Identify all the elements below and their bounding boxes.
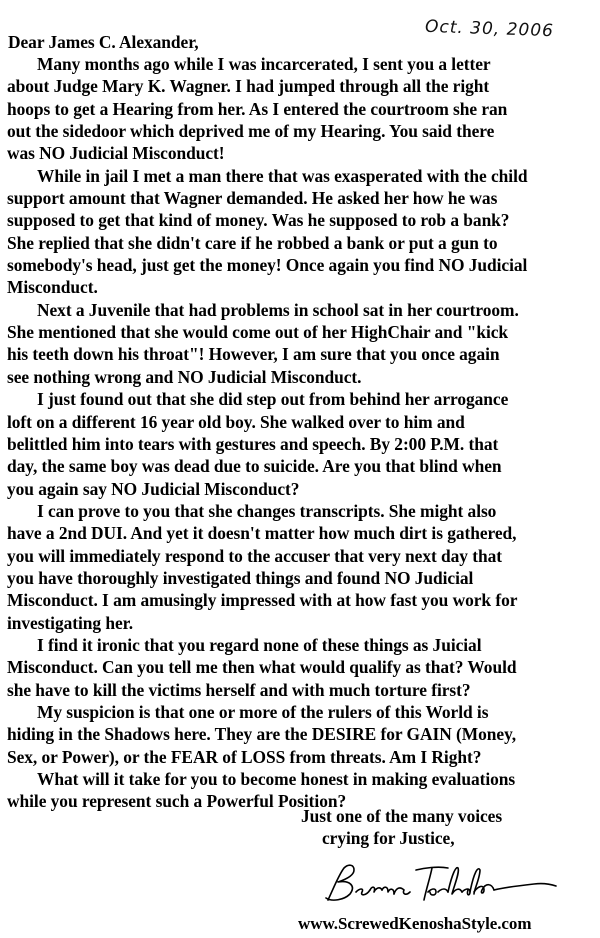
- text-line: supposed to get that kind of money. Was he supposed to rob a bank?: [7, 210, 510, 231]
- text-line: you will immediately respond to the accuser that very next day that: [7, 545, 502, 566]
- text-line: investigating her.: [7, 612, 133, 633]
- paragraph-5: [7, 500, 599, 634]
- text-line: you have thoroughly investigated things and found NO Judicial: [7, 567, 474, 588]
- text-line: She mentioned that she would come out of her HighChair and "kick: [7, 322, 509, 343]
- website-url: www.ScrewedKenoshaStyle.com: [298, 914, 532, 933]
- text-line: see nothing wrong and NO Judicial Misconduct.: [7, 366, 362, 387]
- text-line: Sex, or Power), or the FEAR of LOSS from threats. Am I Right?: [7, 746, 482, 767]
- text-line: What will it take for you to become honest in making evaluations: [37, 769, 516, 789]
- text-line: Many months ago while I was incarcerated, I sent you a letter: [37, 54, 491, 74]
- text-line: have a 2nd DUI. And yet it doesn't matter how much dirt is gathered,: [7, 523, 517, 544]
- text-line: belittled him into tears with gestures and speech. By 2:00 P.M. that: [7, 433, 499, 454]
- text-line: out the sidedoor which deprived me of my Hearing. You said there: [7, 121, 495, 142]
- text-line: While in jail I met a man there that was exasperated with the child: [37, 165, 528, 186]
- text-line: loft on a different 16 year old boy. She walked over to him and: [7, 411, 465, 432]
- text-line: hiding in the Shadows here. They are the DESIRE for GAIN (Money,: [7, 724, 517, 745]
- text-line: while you represent such a Powerful Position?: [7, 791, 347, 812]
- text-line: She replied that she didn't care if he robbed a bank or put a gun to: [7, 232, 498, 253]
- paragraph-2: [7, 165, 599, 299]
- text-line: My suspicion is that one or more of the rulers of this World is: [37, 701, 489, 722]
- text-line: I just found out that she did step out from behind her arrogance: [37, 389, 509, 410]
- text-line: I find it ironic that you regard none of these things as Juicial: [37, 634, 482, 655]
- text-line: she have to kill the victims herself and with much torture first?: [7, 679, 471, 700]
- paragraph-1: [7, 53, 599, 165]
- closing-line-1: Just one of the many voices: [301, 806, 503, 826]
- handwritten-date: Oct. 30, 2006: [424, 16, 555, 42]
- paragraph-3: [7, 299, 599, 388]
- letter-body: [7, 53, 599, 813]
- closing-line-2: crying for Justice,: [322, 828, 455, 849]
- text-line: Misconduct. I am amusingly impressed with at how fast you work for: [7, 590, 518, 611]
- text-line: hoops to get a Hearing from her. As I entered the courtroom she ran: [7, 98, 508, 119]
- paragraph-4: [7, 388, 599, 500]
- text-line: day, the same boy was dead due to suicide. Are you that blind when: [7, 456, 502, 477]
- text-line: somebody's head, just get the money! Once again you find NO Judicial: [7, 255, 528, 276]
- text-line: I can prove to you that she changes transcripts. She might also: [37, 500, 497, 521]
- text-line: you again say NO Judicial Misconduct?: [7, 478, 300, 499]
- handwritten-signature: [320, 862, 560, 906]
- salutation: Dear James C. Alexander,: [8, 32, 199, 52]
- paragraph-7: [7, 701, 599, 768]
- text-line: Misconduct.: [7, 277, 98, 298]
- text-line: Next a Juvenile that had problems in school sat in her courtroom.: [37, 299, 519, 320]
- closing: [301, 805, 502, 850]
- text-line: was NO Judicial Misconduct!: [7, 143, 225, 164]
- text-line: his teeth down his throat"! However, I am sure that you once again: [7, 344, 500, 365]
- text-line: support amount that Wagner demanded. He asked her how he was: [7, 188, 498, 209]
- paragraph-6: [7, 634, 599, 701]
- text-line: about Judge Mary K. Wagner. I had jumped through all the right: [7, 76, 490, 97]
- text-line: Misconduct. Can you tell me then what would qualify as that? Would: [7, 657, 517, 678]
